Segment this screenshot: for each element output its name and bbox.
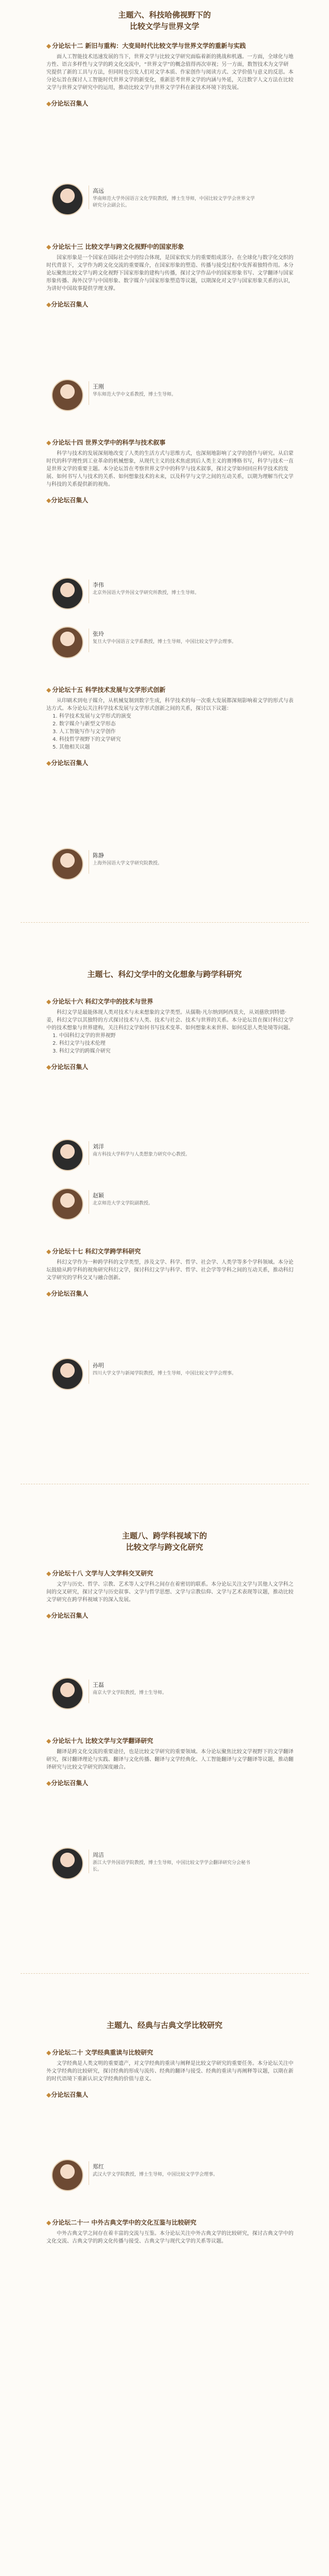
forum-description: 从印刷术到电子媒介，从机械复制到数字生成，科学技术的每一次重大发展都深刻影响着文学的形式与表达方式。本分论坛关注科学技术发展与文学形式创新之间的关系，探讨以下议题： (46, 698, 293, 711)
forum-title: 分论坛十二 新旧与重构：大变局时代比较文学与世界文学的重新与实践 (52, 42, 246, 49)
theme-title-line1: 主题九、经典与古典文学比较研究 (106, 2021, 222, 2030)
forum-16 (46, 997, 293, 1071)
theme-6-title (0, 9, 329, 32)
bullet-icon: ◆ (46, 2091, 51, 2098)
forum-18 (46, 1569, 293, 1620)
host-name: 王刚 (93, 383, 104, 390)
host-bio: 浙江大学外国语学院教授，博士生导师，中国比较文学学会翻译研究分会秘书长。 (93, 1860, 251, 1872)
bullet-icon: ◆ (46, 243, 51, 250)
forum-description: 中外古典文学之间存在着丰富的交流与互鉴。本分论坛关注中外古典文学的比较研究，探讨古典文学中的文化交流、古典文学的跨文化传播与接受、古典文学与现代文学的关系等议题。 (46, 2231, 293, 2244)
forum-13 (46, 242, 293, 309)
bullet-icon: ◆ (46, 42, 51, 49)
host-heading: 分论坛召集人 (51, 1780, 89, 1787)
bullet-icon: ◆ (46, 1570, 51, 1577)
host-bio: 北京外国语大学外国文学研究所教授，博士生导师。 (93, 590, 200, 596)
avatar (51, 1848, 83, 1879)
bullet-icon: ◆ (46, 1063, 51, 1071)
forum-title: 分论坛二十 文学经典重读与比较研究 (52, 2049, 153, 2056)
theme-7-title (0, 969, 329, 980)
forum-20 (46, 2048, 293, 2099)
avatar (51, 1188, 83, 1220)
host-name: 王磊 (93, 1682, 104, 1688)
bullet-icon: ◆ (46, 100, 51, 107)
host-bio: 武汉大学文学院教授，博士生导师，中国比较文学学会理事。 (93, 2172, 218, 2177)
host-name: 刘洋 (93, 1143, 104, 1150)
avatar (51, 1358, 83, 1390)
forum-description: 文学经典是人类文明的重要遗产，对文学经典的重读与阐释是比较文学研究的重要任务。本分论坛关注中外文学经典的比较研究，探讨经典的形成与流传、经典的翻译与接受、经典的重读与再阐释等议题，以期在新的时代语境下重新认识文学经典的价值与意义。 (46, 2061, 293, 2082)
forum-17 (46, 1247, 293, 1298)
list-item: 4. 科技哲学视野下的文学研究 (53, 737, 121, 742)
forum-12 (46, 41, 293, 108)
forum-title: 分论坛十四 世界文学中的科学与技术叙事 (52, 439, 166, 446)
bullet-icon: ◆ (46, 1780, 51, 1787)
avatar (51, 578, 83, 609)
forum-title: 分论坛十九 比较文学与文学翻译研究 (52, 1737, 153, 1744)
host-heading: 分论坛召集人 (51, 1063, 89, 1071)
host-name: 孙明 (93, 1362, 104, 1369)
theme-title-line1: 主题八、跨学科视域下的 (122, 1531, 207, 1540)
bullet-icon: ◆ (46, 759, 51, 767)
host-name: 赵颖 (93, 1192, 104, 1199)
theme-title-line1: 主题七、科幻文学中的文化想象与跨学科研究 (87, 970, 242, 979)
list-item: 5. 其他相关议题 (53, 744, 90, 750)
host-name: 周洁 (93, 1852, 104, 1858)
host-heading: 分论坛召集人 (51, 759, 89, 767)
forum-title: 分论坛十三 比较文学与跨文化视野中的国家形象 (52, 243, 184, 250)
host-card (51, 623, 257, 670)
forum-description: 国家形象是一个国家在国际社会中的综合体现，是国家软实力的重要组成部分。在全球化与数字化交织的时代背景下，文学作为跨文化交流的重要媒介，在国家形象的塑造、传播与接受过程中发挥着独特作用。本分论坛聚焦比较文学与跨文化视野下国家形象的建构与传播，探讨文学作品中的国家形象书写、文学翻译与国家形象传播、海外汉学与中国形象、数字媒介与国家形象塑造等议题，以期深化对文学与国家形象关系的认识，为讲好中国故事提供学理支撑。 (46, 255, 293, 292)
list-item: 2. 数字媒介与新型文学形态 (53, 721, 116, 727)
bullet-icon: ◆ (46, 1248, 51, 1255)
avatar (51, 2159, 83, 2191)
host-card (51, 376, 257, 422)
bullet-icon: ◆ (46, 2219, 51, 2226)
host-name: 陈静 (93, 852, 104, 859)
forum-description: 科幻文学是最能体现人类对技术与未来想象的文学类型。从儒勒·凡尔纳到阿西莫夫，从刘慈欣到特德·姜，科幻文学以其独特的方式探讨技术与人类、技术与社会、技术与世界的关系。本分论坛旨在探讨科幻文学中的技术想象与世界建构，关注科幻文学如何书写技术变革、如何想象未来世界、如何反思人类处境等问题。 (46, 1010, 293, 1031)
host-card (51, 1355, 257, 1401)
host-bio: 南京大学文学院教授，博士生导师。 (93, 1690, 167, 1696)
host-bio: 华南师范大学外国语言文化学院教授，博士生导师，中国比较文学学会世界文学研究分会副会长。 (93, 196, 255, 208)
avatar (51, 1677, 83, 1709)
host-card (51, 180, 257, 227)
forum-description: 翻译是跨文化交流的重要途径，也是比较文学研究的重要领域。本分论坛聚焦比较文学视野下的文学翻译研究，探讨翻译理论与实践、翻译与文化传播、翻译与文学经典化、人工智能翻译与文学翻译等议题，推动翻译研究与比较文学研究的深度融合。 (46, 1749, 293, 1770)
bullet-icon: ◆ (46, 1612, 51, 1619)
host-card (51, 845, 257, 891)
list-item: 2. 科幻文学与技术伦理 (53, 1041, 106, 1046)
host-heading: 分论坛召集人 (51, 497, 89, 504)
theme-8-title (0, 1530, 329, 1553)
host-name: 张玲 (93, 631, 104, 637)
forum-title: 分论坛十五 科学技术发展与文学形式创新 (52, 686, 166, 693)
avatar (51, 1139, 83, 1171)
forum-19 (46, 1736, 293, 1787)
bullet-icon: ◆ (46, 1737, 51, 1744)
forum-description: 文学与历史、哲学、宗教、艺术等人文学科之间存在着密切的联系。本分论坛关注文学与其他人文学科之间的交叉研究，探讨文学与历史叙事、文学与哲学思想、文学与宗教信仰、文学与艺术表现等议题，推动比较文学研究在跨学科视域下的深入发展。 (46, 1582, 293, 1603)
forum-title: 分论坛十六 科幻文学中的技术与世界 (52, 998, 153, 1005)
avatar (51, 848, 83, 880)
bullet-icon: ◆ (46, 301, 51, 308)
bullet-icon: ◆ (46, 998, 51, 1005)
forum-21 (46, 2218, 293, 2245)
host-bio: 北京师范大学文学院副教授。 (93, 1201, 153, 1206)
host-bio: 上海外国语大学文学研究院教授。 (93, 861, 163, 866)
host-card (51, 2156, 257, 2202)
avatar (51, 379, 83, 411)
host-heading: 分论坛召集人 (51, 100, 89, 107)
forum-title: 分论坛十八 文学与人文学科交叉研究 (52, 1570, 153, 1577)
theme-title-line1: 主题六、科技哈佛视野下的 (118, 10, 211, 20)
avatar (51, 183, 83, 215)
host-heading: 分论坛召集人 (51, 2091, 89, 2098)
forum-14 (46, 438, 293, 504)
bullet-icon: ◆ (46, 2049, 51, 2056)
topic-list (46, 1032, 293, 1055)
host-bio: 四川大学文学与新闻学院教授，博士生导师，中国比较文学学会理事。 (93, 1371, 237, 1376)
theme-title-line2: 比较文学与跨文化研究 (126, 1543, 203, 1552)
host-card (51, 1136, 257, 1182)
host-heading: 分论坛召集人 (51, 301, 89, 308)
list-item: 1. 中国科幻文学的世界视野 (53, 1033, 116, 1039)
avatar (51, 626, 83, 658)
forum-15 (46, 685, 293, 767)
section-divider (21, 922, 309, 923)
list-item: 1. 科学技术发展与文学形式的演变 (53, 714, 131, 719)
forum-description: 科学与技术的发展深刻地改变了人类的生活方式与思维方式，也深刻地影响了文学的创作与研究。从启蒙时代的科学理性到工业革命的机械想象，从现代主义的技术焦虑到后人类主义的赛博格书写，科学与技术一直是世界文学的重要主题。本分论坛旨在考察世界文学中的科学与技术叙事，探讨文学如何回应科学技术的发展、如何书写人与技术的关系、如何想象技术的未来，以及科学与文学之间的互动关系，以期为理解当代文学与科技的关系提供新的视角。 (46, 451, 293, 487)
host-card (51, 1844, 257, 1891)
topic-list (46, 713, 293, 751)
list-item: 3. 科幻文学的跨媒介研究 (53, 1048, 111, 1054)
bullet-icon: ◆ (46, 1290, 51, 1297)
host-heading: 分论坛召集人 (51, 1612, 89, 1619)
list-item: 3. 人工智能写作与文学创作 (53, 729, 116, 735)
host-name: 郑红 (93, 2163, 104, 2170)
host-bio: 复旦大学中国语言文学系教授，博士生导师，中国比较文学学会理事。 (93, 639, 237, 645)
host-card (51, 1185, 257, 1231)
forum-title: 分论坛二十一 中外古典文学中的文化互鉴与比较研究 (52, 2219, 197, 2226)
forum-description: 科幻文学作为一种跨学科的文学类型，涉及文学、科学、哲学、社会学、人类学等多个学科领域。本分论坛鼓励从跨学科的视角研究科幻文学，探讨科幻文学与科学、哲学、社会学等学科之间的互动关系，推动科幻文学研究的学科交叉与融合创新。 (46, 1260, 293, 1281)
host-bio: 南方科技大学科学与人类想象力研究中心教授。 (93, 1152, 191, 1157)
host-card (51, 574, 257, 621)
forum-description: 面人工智能技术迅速发展的当下，世界文学与比较文学研究面临着新的挑战和机遇。一方面，全球化与地方性、语言多样性与文学的跨文化交流中，“世界文学”的概念值得再次审视；另一方面，数智技术为文学研究提供了新的工具与方法，但同时也引发人们对文学本质、作家创作与阅读方式、文学价值与意义的反思。本分论坛旨在探讨人工智能时代世界文学的新变化，重新思考世界文学的内涵与外延，关注数字人文方法在比较文学与世界文学研究中的运用，推动比较文学与世界文学学科在新技术环境下的发展。 (46, 54, 293, 91)
host-heading: 分论坛召集人 (51, 1290, 89, 1297)
host-card (51, 1674, 257, 1721)
host-name: 高远 (93, 188, 104, 194)
bullet-icon: ◆ (46, 686, 51, 693)
forum-title: 分论坛十七 科幻文学跨学科研究 (52, 1248, 141, 1255)
bullet-icon: ◆ (46, 439, 51, 446)
theme-9-title (0, 2020, 329, 2031)
theme-title-line2: 比较文学与世界文学 (129, 22, 199, 31)
host-name: 李伟 (93, 582, 104, 588)
bullet-icon: ◆ (46, 497, 51, 504)
section-divider (21, 1973, 309, 1974)
host-bio: 华东师范大学中文系教授，博士生导师。 (93, 392, 177, 397)
